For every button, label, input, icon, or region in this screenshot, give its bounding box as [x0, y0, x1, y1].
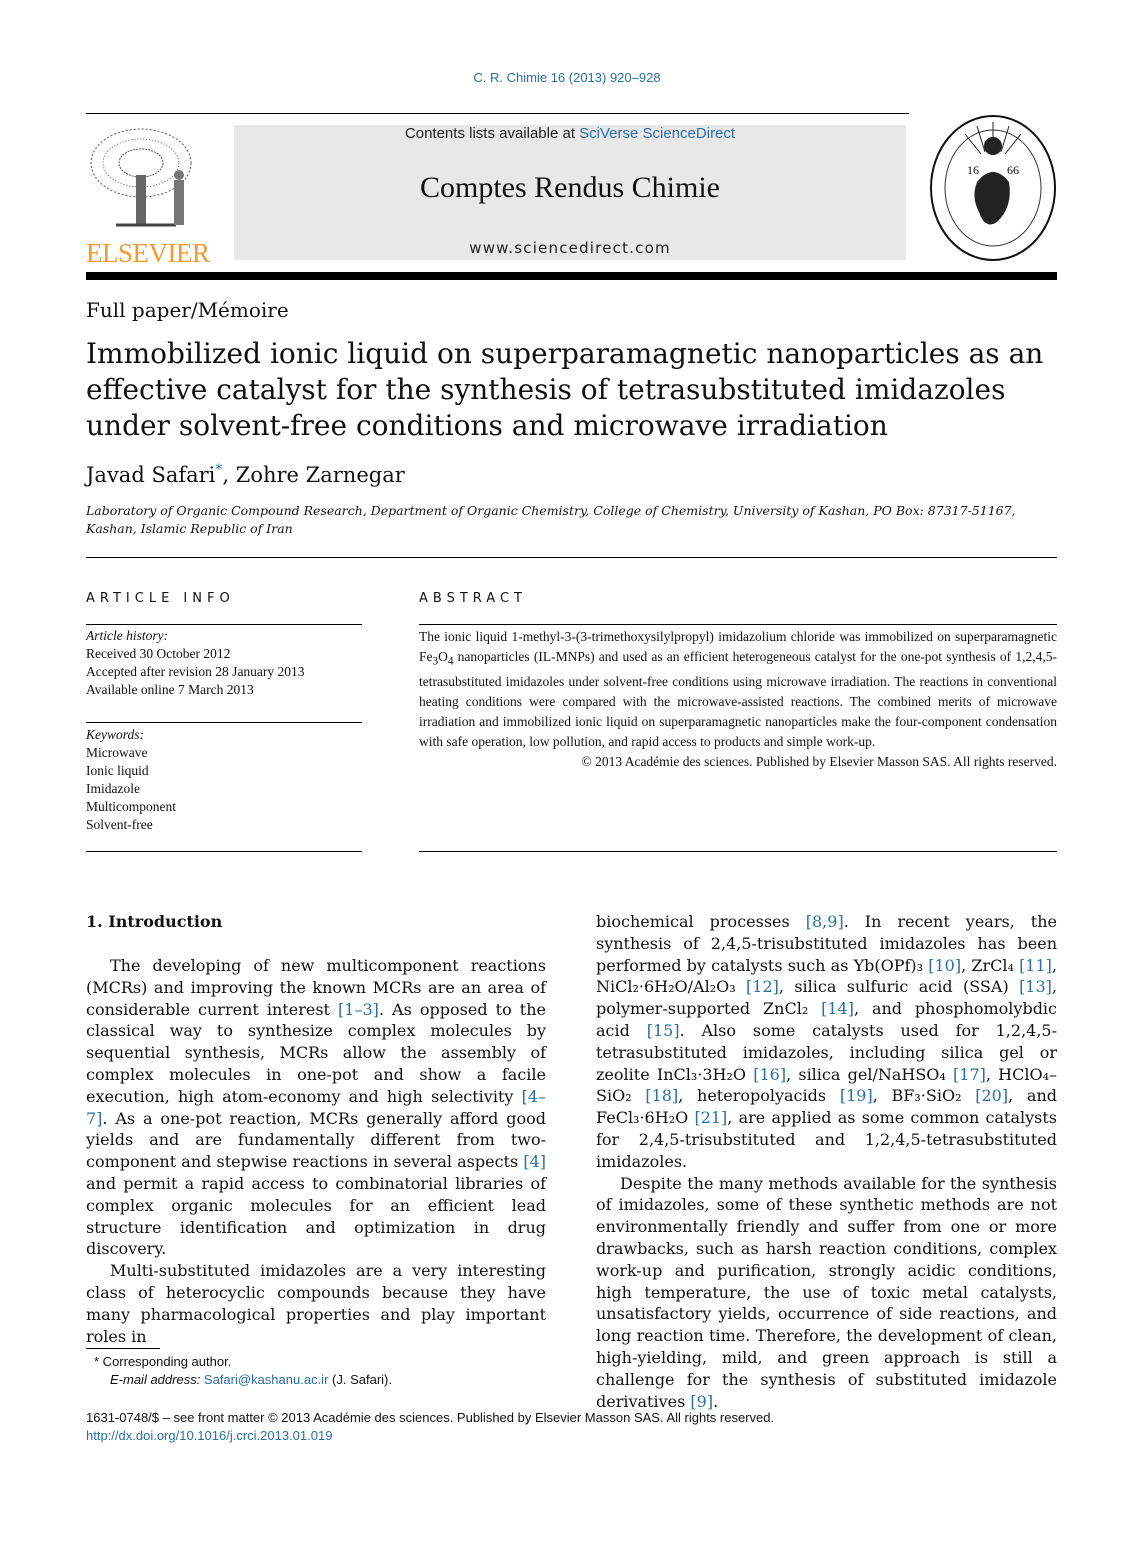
- sciencedirect-link[interactable]: SciVerse ScienceDirect: [579, 125, 736, 142]
- reference-link[interactable]: [16]: [753, 1064, 787, 1084]
- text: , silica sulfuric acid (SSA): [778, 977, 1020, 997]
- text: The developing of new multicomponent reactions (MCRs) and improving the known MCRs are an area of considerable current interest: [86, 956, 546, 1019]
- header-thick-rule: [86, 272, 1057, 280]
- history-label: Article history:: [86, 628, 169, 643]
- divider: [86, 557, 1057, 558]
- paragraph: [86, 955, 546, 1260]
- reference-link[interactable]: [13]: [1019, 977, 1052, 997]
- text: . As opposed to the classical way to synthesize complex molecules by sequential synthesis, MCRs allow the assembly of complex molecules in one-pot and show a facile execution, high atom-economy and high selectivity: [86, 999, 546, 1106]
- reference-link[interactable]: [1–3]: [338, 999, 379, 1019]
- page-footer: [86, 1409, 774, 1445]
- history-accepted: Accepted after revision 28 January 2013: [86, 664, 305, 679]
- abstract-segment: O: [438, 649, 448, 664]
- author-name[interactable]: , Zohre Zarnegar: [222, 463, 405, 487]
- text: , HClO₄–SiO₂: [596, 1064, 1058, 1106]
- issn-line: 1631-0748/$ – see front matter © 2013 Académie des sciences. Published by Elsevier Masson SAS. All rights reserved.: [86, 1410, 775, 1425]
- article-history: [86, 627, 305, 699]
- email-label: E-mail address:: [110, 1372, 204, 1387]
- reference-link[interactable]: [18]: [645, 1086, 679, 1106]
- abstract-segment: The ionic liquid 1-methyl-3-(3-trimethoxysilylpropyl) imidazolium chloride was immobilized on superparamagnetic Fe: [419, 629, 1057, 664]
- abstract-heading: ABSTRACT: [419, 591, 527, 606]
- keywords: [86, 726, 176, 834]
- header-rule: [86, 113, 909, 114]
- history-online: Available online 7 March 2013: [86, 682, 254, 697]
- reference-link[interactable]: [21]: [694, 1108, 728, 1128]
- contents-line: [234, 125, 906, 142]
- reference-link[interactable]: [20]: [975, 1086, 1009, 1106]
- abstract-text: [419, 627, 1057, 772]
- author-name[interactable]: Javad Safari: [86, 463, 216, 487]
- academie-seal-icon: [927, 112, 1059, 264]
- abstract-copyright: © 2013 Académie des sciences. Published by Elsevier Masson SAS. All rights reserved.: [581, 753, 1057, 769]
- author-email-link[interactable]: Safari@kashanu.ac.ir: [203, 1372, 329, 1387]
- article-info-heading: ARTICLE INFO: [86, 591, 235, 606]
- svg-text:16: 16: [967, 163, 979, 177]
- text: , silica gel/NaHSO₄: [786, 1064, 954, 1084]
- article-title: Immobilized ionic liquid on superparamagnetic nanoparticles as an effective catalyst for the synthesis of tetrasubstituted imidazoles under solvent-free conditions and microwave irradiation: [86, 337, 1044, 442]
- text: Despite the many methods available for the synthesis of imidazoles, some of these synthetic methods are not environmentally friendly and suffer from one or more drawbacks, such as harsh reaction conditions, complex work-up and purification, strongly acidic conditions, high temperature, the use of toxic metal catalysts, unsatisfactory yields, occurrence of side reactions, and long reaction time. Therefore, the development of clean, high-yielding, mild, and green approach is still a challenge for the synthesis of substituted imidazole derivatives: [596, 1173, 1057, 1411]
- history-received: Received 30 October 2012: [86, 646, 231, 661]
- text: , and FeCl₃·6H₂O: [596, 1086, 1057, 1128]
- text: , and phosphomolybdic acid: [596, 999, 1058, 1040]
- divider: [86, 624, 362, 625]
- abstract-segment: nanoparticles (IL-MNPs) and used as an efficient heterogeneous catalyst for the one-pot synthesis of 1,2,4,5-tetrasubstituted imidazoles under solvent-free conditions using microwave irradiation. The reactions in conventional heating conditions were compared with the microwave-assisted reactions. The combined merits of microwave irradiation and immobilized ionic liquid on superparamagnetic nanoparticles make the four-component condensation with safe operation, low pollution, and rapid access to products and simple work-up.: [419, 649, 1057, 749]
- reference-link[interactable]: [15]: [646, 1020, 680, 1040]
- section-type: Full paper/Mémoire: [86, 298, 289, 322]
- reference-link[interactable]: [4]: [523, 1152, 546, 1172]
- keyword: Imidazole: [86, 781, 140, 796]
- keywords-label: Keywords:: [86, 727, 144, 742]
- subscript: 3: [432, 655, 439, 668]
- doi-link[interactable]: http://dx.doi.org/10.1016/j.crci.2013.01.019: [86, 1428, 333, 1443]
- footnote: [94, 1353, 392, 1389]
- svg-text:66: 66: [1007, 163, 1019, 177]
- reference-link[interactable]: [12]: [746, 977, 779, 997]
- reference-link[interactable]: [9]: [690, 1391, 714, 1411]
- text: , NiCl₂·6H₂O/Al₂O₃: [596, 955, 1057, 997]
- introduction-heading: 1. Introduction: [86, 912, 223, 931]
- paragraph: [596, 911, 1057, 1173]
- paragraph: Multi-substituted imidazoles are a very interesting class of heterocyclic compounds because they have many pharmacological properties and play important roles in: [86, 1261, 546, 1346]
- text: .: [713, 1391, 719, 1411]
- keyword: Multicomponent: [86, 799, 176, 814]
- reference-link[interactable]: [8,9]: [805, 912, 844, 931]
- reference-link[interactable]: [11]: [1019, 955, 1052, 975]
- journal-title: Comptes Rendus Chimie: [420, 171, 720, 204]
- divider: [86, 851, 362, 852]
- text: , BF₃·SiO₂: [872, 1086, 976, 1106]
- elsevier-logo-text: ELSEVIER: [86, 238, 210, 268]
- reference-link[interactable]: [17]: [953, 1064, 986, 1084]
- subscript: 4: [447, 655, 454, 668]
- text: . Also some catalysts used for 1,2,4,5-tetrasubstituted imidazoles, including silica gel or zeolite InCl₃·3H₂O: [596, 1020, 1058, 1084]
- paragraph: [596, 1173, 1057, 1413]
- right-column: [596, 911, 1057, 1412]
- text: , heteropolyacids: [678, 1086, 840, 1106]
- authors: [86, 462, 405, 487]
- divider: [419, 851, 1057, 852]
- keyword: Solvent-free: [86, 817, 153, 832]
- corresponding-author-mark[interactable]: *: [215, 462, 223, 478]
- keyword: Microwave: [86, 745, 148, 760]
- footnote-mark: *: [94, 1354, 100, 1369]
- journal-banner: [234, 125, 906, 260]
- footnote-label: Corresponding author.: [99, 1354, 232, 1369]
- reference-link[interactable]: [14]: [821, 999, 854, 1019]
- email-suffix: (J. Safari).: [328, 1372, 392, 1387]
- text: , are applied as some common catalysts for 2,4,5-trisubstituted and 1,2,4,5-tetrasubstituted imidazoles.: [596, 1108, 1057, 1171]
- text: , ZrCl₄: [961, 955, 1020, 975]
- text: and permit a rapid access to combinatorial libraries of complex organic molecules for an efficient lead structure identification and optimization in drug discovery.: [86, 1173, 546, 1259]
- affiliation: Laboratory of Organic Compound Research, Department of Organic Chemistry, College of Chemistry, University of Kashan, PO Box: 87317-51167, Kashan, Islamic Republic of Iran: [86, 503, 1016, 536]
- divider: [86, 722, 362, 723]
- text: biochemical processes: [596, 912, 806, 931]
- reference-link[interactable]: [19]: [839, 1086, 873, 1106]
- text: . In recent years, the synthesis of 2,4,5-trisubstituted imidazoles has been performed by catalysts such as Yb(OPf)₃: [596, 912, 1057, 975]
- reference-link[interactable]: [4–7]: [86, 1086, 546, 1128]
- reference-link[interactable]: [10]: [928, 955, 962, 975]
- text: , polymer-supported ZnCl₂: [596, 977, 1057, 1019]
- footnote-rule: [86, 1348, 160, 1349]
- contents-prefix: Contents lists available at: [404, 125, 580, 142]
- divider: [419, 624, 1057, 625]
- journal-citation[interactable]: C. R. Chimie 16 (2013) 920–928: [473, 70, 661, 85]
- journal-url[interactable]: www.sciencedirect.com: [469, 239, 671, 257]
- left-column: [86, 955, 546, 1347]
- text: . As a one-pot reaction, MCRs generally afford good yields and are fundamentally different from two-component and stepwise reactions in several aspects: [86, 1108, 546, 1172]
- keyword: Ionic liquid: [86, 763, 149, 778]
